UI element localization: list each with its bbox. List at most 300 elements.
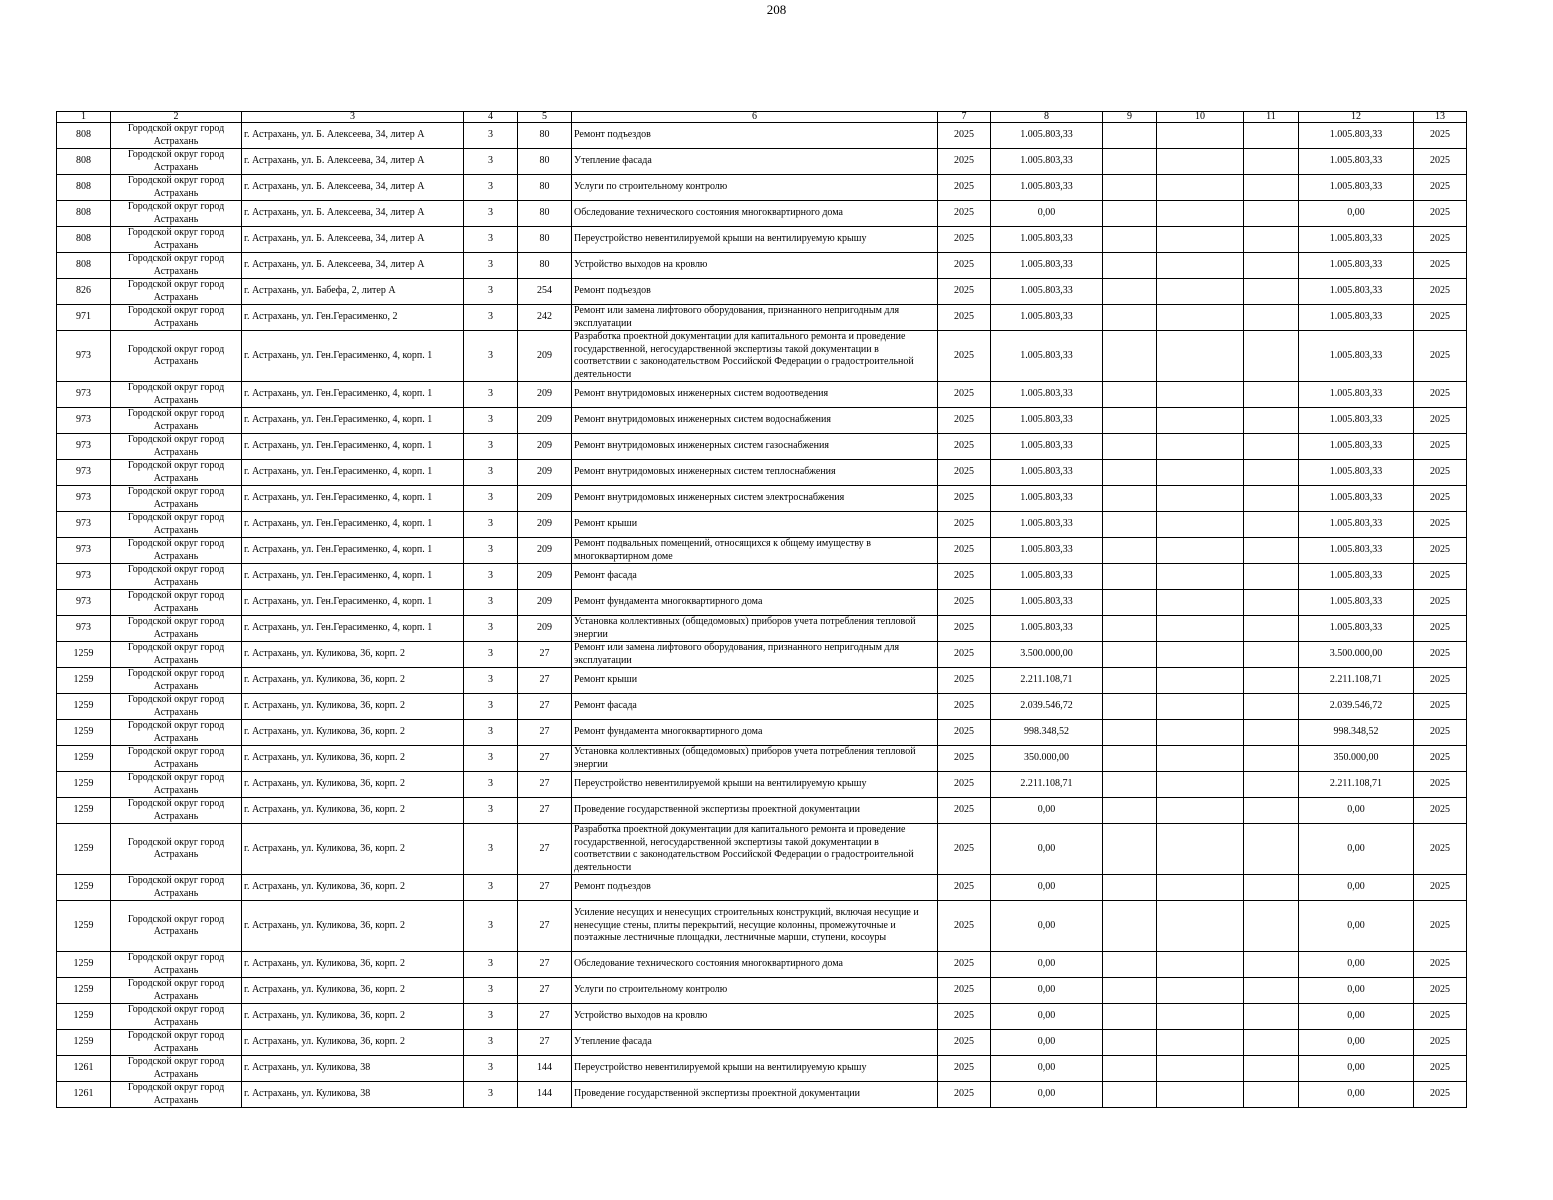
record-number-cell: 1259 (57, 875, 111, 901)
column-11-cell (1244, 564, 1299, 590)
column-5-cell: 27 (518, 798, 572, 824)
column-5-cell: 80 (518, 253, 572, 279)
cost-cell: 0,00 (991, 978, 1103, 1004)
column-9-cell (1103, 798, 1157, 824)
record-number-cell: 973 (57, 564, 111, 590)
column-9-cell (1103, 875, 1157, 901)
column-4-cell: 3 (464, 798, 518, 824)
column-10-cell (1157, 616, 1244, 642)
cost-cell: 1.005.803,33 (991, 331, 1103, 382)
year-cell: 2025 (938, 149, 991, 175)
regional-fund-cost-cell: 1.005.803,33 (1299, 227, 1414, 253)
column-4-cell: 3 (464, 331, 518, 382)
regional-fund-cost-cell: 1.005.803,33 (1299, 149, 1414, 175)
column-4-cell: 3 (464, 746, 518, 772)
completion-year-cell: 2025 (1414, 538, 1467, 564)
completion-year-cell: 2025 (1414, 279, 1467, 305)
regional-fund-cost-cell: 0,00 (1299, 201, 1414, 227)
column-5-cell: 209 (518, 590, 572, 616)
column-number: 12 (1299, 112, 1414, 123)
column-10-cell (1157, 642, 1244, 668)
column-4-cell: 3 (464, 875, 518, 901)
cost-cell: 1.005.803,33 (991, 408, 1103, 434)
municipality-cell: Городской округ город Астрахань (111, 824, 242, 875)
year-cell: 2025 (938, 1004, 991, 1030)
work-type-cell: Обследование технического состояния многоквартирного дома (572, 201, 938, 227)
completion-year-cell: 2025 (1414, 331, 1467, 382)
regional-fund-cost-cell: 2.211.108,71 (1299, 772, 1414, 798)
column-number: 10 (1157, 112, 1244, 123)
column-11-cell (1244, 668, 1299, 694)
table-row (57, 1004, 1467, 1030)
address-cell: г. Астрахань, ул. Куликова, 36, корп. 2 (242, 798, 464, 824)
column-11-cell (1244, 408, 1299, 434)
column-4-cell: 3 (464, 720, 518, 746)
address-cell: г. Астрахань, ул. Ген.Герасименко, 4, корп. 1 (242, 512, 464, 538)
cost-cell: 0,00 (991, 824, 1103, 875)
regional-fund-cost-cell: 0,00 (1299, 901, 1414, 952)
record-number-cell: 1259 (57, 952, 111, 978)
column-4-cell: 3 (464, 460, 518, 486)
column-5-cell: 209 (518, 408, 572, 434)
column-10-cell (1157, 460, 1244, 486)
work-type-cell: Проведение государственной экспертизы проектной документации (572, 1082, 938, 1108)
address-cell: г. Астрахань, ул. Б. Алексеева, 34, литер А (242, 201, 464, 227)
column-10-cell (1157, 1004, 1244, 1030)
address-cell: г. Астрахань, ул. Ген.Герасименко, 4, корп. 1 (242, 590, 464, 616)
column-11-cell (1244, 331, 1299, 382)
address-cell: г. Астрахань, ул. Б. Алексеева, 34, литер А (242, 227, 464, 253)
work-type-cell: Ремонт внутридомовых инженерных систем водоотведения (572, 382, 938, 408)
cost-cell: 0,00 (991, 875, 1103, 901)
table-row (57, 824, 1467, 875)
year-cell: 2025 (938, 331, 991, 382)
column-11-cell (1244, 123, 1299, 149)
address-cell: г. Астрахань, ул. Куликова, 36, корп. 2 (242, 642, 464, 668)
column-11-cell (1244, 590, 1299, 616)
year-cell: 2025 (938, 642, 991, 668)
column-10-cell (1157, 227, 1244, 253)
column-10-cell (1157, 978, 1244, 1004)
work-type-cell: Ремонт внутридомовых инженерных систем водоснабжения (572, 408, 938, 434)
record-number-cell: 1259 (57, 642, 111, 668)
address-cell: г. Астрахань, ул. Куликова, 36, корп. 2 (242, 668, 464, 694)
column-5-cell: 27 (518, 694, 572, 720)
year-cell: 2025 (938, 694, 991, 720)
column-10-cell (1157, 694, 1244, 720)
cost-cell: 1.005.803,33 (991, 486, 1103, 512)
year-cell: 2025 (938, 824, 991, 875)
cost-cell: 1.005.803,33 (991, 460, 1103, 486)
completion-year-cell: 2025 (1414, 175, 1467, 201)
municipality-cell: Городской округ город Астрахань (111, 175, 242, 201)
work-type-cell: Обследование технического состояния многоквартирного дома (572, 952, 938, 978)
column-9-cell (1103, 1082, 1157, 1108)
year-cell: 2025 (938, 408, 991, 434)
column-4-cell: 3 (464, 382, 518, 408)
column-5-cell: 27 (518, 642, 572, 668)
column-4-cell: 3 (464, 772, 518, 798)
column-number: 2 (111, 112, 242, 123)
regional-fund-cost-cell: 0,00 (1299, 1004, 1414, 1030)
completion-year-cell: 2025 (1414, 952, 1467, 978)
record-number-cell: 808 (57, 149, 111, 175)
address-cell: г. Астрахань, ул. Ген.Герасименко, 4, корп. 1 (242, 564, 464, 590)
year-cell: 2025 (938, 123, 991, 149)
regional-fund-cost-cell: 1.005.803,33 (1299, 486, 1414, 512)
column-5-cell: 27 (518, 772, 572, 798)
year-cell: 2025 (938, 616, 991, 642)
work-type-cell: Усиление несущих и ненесущих строительных конструкций, включая несущие и ненесущие стены, плиты перекрытий, несущие колонны, промежуточные и поэтажные лестничные площадки, лестничные марши, ступени, косоуры (572, 901, 938, 952)
record-number-cell: 1259 (57, 746, 111, 772)
column-9-cell (1103, 149, 1157, 175)
completion-year-cell: 2025 (1414, 227, 1467, 253)
column-9-cell (1103, 694, 1157, 720)
address-cell: г. Астрахань, ул. Ген.Герасименко, 4, корп. 1 (242, 460, 464, 486)
table-row (57, 720, 1467, 746)
column-number: 11 (1244, 112, 1299, 123)
work-type-cell: Ремонт подъездов (572, 123, 938, 149)
work-type-cell: Разработка проектной документации для капитального ремонта и проведение государственной, негосударственной экспертизы такой документации в соответствии с законодательством Российской Федерации о градостроительной деятельности (572, 824, 938, 875)
column-9-cell (1103, 824, 1157, 875)
municipality-cell: Городской округ город Астрахань (111, 616, 242, 642)
column-9-cell (1103, 590, 1157, 616)
regional-fund-cost-cell: 0,00 (1299, 1056, 1414, 1082)
regional-fund-cost-cell: 0,00 (1299, 1082, 1414, 1108)
year-cell: 2025 (938, 538, 991, 564)
column-5-cell: 209 (518, 616, 572, 642)
column-10-cell (1157, 175, 1244, 201)
cost-cell: 2.211.108,71 (991, 772, 1103, 798)
year-cell: 2025 (938, 875, 991, 901)
column-10-cell (1157, 253, 1244, 279)
column-10-cell (1157, 875, 1244, 901)
work-type-cell: Ремонт или замена лифтового оборудования, признанного непригодным для эксплуатации (572, 642, 938, 668)
regional-fund-cost-cell: 350.000,00 (1299, 746, 1414, 772)
column-5-cell: 209 (518, 331, 572, 382)
table-row (57, 227, 1467, 253)
regional-fund-cost-cell: 1.005.803,33 (1299, 408, 1414, 434)
column-4-cell: 3 (464, 590, 518, 616)
year-cell: 2025 (938, 1056, 991, 1082)
column-4-cell: 3 (464, 123, 518, 149)
regional-fund-cost-cell: 0,00 (1299, 978, 1414, 1004)
record-number-cell: 1261 (57, 1082, 111, 1108)
column-10-cell (1157, 538, 1244, 564)
cost-cell: 0,00 (991, 201, 1103, 227)
column-4-cell: 3 (464, 1056, 518, 1082)
year-cell: 2025 (938, 668, 991, 694)
program-table (56, 111, 1467, 1108)
column-4-cell: 3 (464, 616, 518, 642)
column-4-cell: 3 (464, 253, 518, 279)
completion-year-cell: 2025 (1414, 616, 1467, 642)
column-11-cell (1244, 616, 1299, 642)
municipality-cell: Городской округ город Астрахань (111, 798, 242, 824)
column-5-cell: 27 (518, 978, 572, 1004)
work-type-cell: Установка коллективных (общедомовых) приборов учета потребления тепловой энергии (572, 616, 938, 642)
table-row (57, 875, 1467, 901)
year-cell: 2025 (938, 486, 991, 512)
column-9-cell (1103, 538, 1157, 564)
record-number-cell: 973 (57, 408, 111, 434)
column-11-cell (1244, 538, 1299, 564)
column-number: 3 (242, 112, 464, 123)
record-number-cell: 973 (57, 331, 111, 382)
column-10-cell (1157, 668, 1244, 694)
table-row (57, 642, 1467, 668)
work-type-cell: Ремонт внутридомовых инженерных систем теплоснабжения (572, 460, 938, 486)
column-5-cell: 80 (518, 175, 572, 201)
year-cell: 2025 (938, 1030, 991, 1056)
completion-year-cell: 2025 (1414, 901, 1467, 952)
regional-fund-cost-cell: 1.005.803,33 (1299, 616, 1414, 642)
column-11-cell (1244, 694, 1299, 720)
column-9-cell (1103, 978, 1157, 1004)
regional-fund-cost-cell: 1.005.803,33 (1299, 434, 1414, 460)
column-5-cell: 80 (518, 201, 572, 227)
work-type-cell: Устройство выходов на кровлю (572, 253, 938, 279)
column-10-cell (1157, 486, 1244, 512)
completion-year-cell: 2025 (1414, 875, 1467, 901)
completion-year-cell: 2025 (1414, 460, 1467, 486)
table-row (57, 434, 1467, 460)
regional-fund-cost-cell: 0,00 (1299, 1030, 1414, 1056)
work-type-cell: Утепление фасада (572, 149, 938, 175)
regional-fund-cost-cell: 1.005.803,33 (1299, 382, 1414, 408)
cost-cell: 0,00 (991, 952, 1103, 978)
cost-cell: 2.039.546,72 (991, 694, 1103, 720)
table-row (57, 978, 1467, 1004)
column-5-cell: 27 (518, 875, 572, 901)
cost-cell: 0,00 (991, 1030, 1103, 1056)
address-cell: г. Астрахань, ул. Куликова, 36, корп. 2 (242, 824, 464, 875)
column-11-cell (1244, 824, 1299, 875)
completion-year-cell: 2025 (1414, 1030, 1467, 1056)
column-9-cell (1103, 952, 1157, 978)
column-5-cell: 209 (518, 434, 572, 460)
column-9-cell (1103, 1056, 1157, 1082)
column-11-cell (1244, 1056, 1299, 1082)
record-number-cell: 971 (57, 305, 111, 331)
completion-year-cell: 2025 (1414, 798, 1467, 824)
year-cell: 2025 (938, 253, 991, 279)
municipality-cell: Городской округ город Астрахань (111, 1056, 242, 1082)
column-4-cell: 3 (464, 1082, 518, 1108)
column-10-cell (1157, 720, 1244, 746)
municipality-cell: Городской округ город Астрахань (111, 952, 242, 978)
column-11-cell (1244, 978, 1299, 1004)
column-4-cell: 3 (464, 952, 518, 978)
cost-cell: 998.348,52 (991, 720, 1103, 746)
address-cell: г. Астрахань, ул. Ген.Герасименко, 4, корп. 1 (242, 434, 464, 460)
table-row (57, 253, 1467, 279)
column-10-cell (1157, 798, 1244, 824)
table-row (57, 175, 1467, 201)
table-row (57, 305, 1467, 331)
column-4-cell: 3 (464, 305, 518, 331)
column-5-cell: 27 (518, 668, 572, 694)
column-5-cell: 27 (518, 824, 572, 875)
regional-fund-cost-cell: 1.005.803,33 (1299, 331, 1414, 382)
column-9-cell (1103, 279, 1157, 305)
cost-cell: 0,00 (991, 798, 1103, 824)
year-cell: 2025 (938, 512, 991, 538)
column-11-cell (1244, 149, 1299, 175)
work-type-cell: Устройство выходов на кровлю (572, 1004, 938, 1030)
regional-fund-cost-cell: 0,00 (1299, 824, 1414, 875)
record-number-cell: 1259 (57, 694, 111, 720)
column-5-cell: 209 (518, 460, 572, 486)
record-number-cell: 1259 (57, 978, 111, 1004)
table-row (57, 408, 1467, 434)
column-9-cell (1103, 331, 1157, 382)
column-number: 7 (938, 112, 991, 123)
cost-cell: 1.005.803,33 (991, 512, 1103, 538)
municipality-cell: Городской округ город Астрахань (111, 434, 242, 460)
cost-cell: 1.005.803,33 (991, 227, 1103, 253)
record-number-cell: 808 (57, 201, 111, 227)
column-11-cell (1244, 720, 1299, 746)
address-cell: г. Астрахань, ул. Куликова, 36, корп. 2 (242, 952, 464, 978)
page-number: 208 (766, 2, 787, 17)
column-9-cell (1103, 668, 1157, 694)
municipality-cell: Городской округ город Астрахань (111, 512, 242, 538)
record-number-cell: 1259 (57, 901, 111, 952)
table-row (57, 382, 1467, 408)
address-cell: г. Астрахань, ул. Куликова, 36, корп. 2 (242, 1004, 464, 1030)
municipality-cell: Городской округ город Астрахань (111, 1082, 242, 1108)
column-4-cell: 3 (464, 512, 518, 538)
work-type-cell: Разработка проектной документации для капитального ремонта и проведение государственной, негосударственной экспертизы такой документации в соответствии с законодательством Российской Федерации о градостроительной деятельности (572, 331, 938, 382)
column-number: 9 (1103, 112, 1157, 123)
cost-cell: 350.000,00 (991, 746, 1103, 772)
column-9-cell (1103, 746, 1157, 772)
column-4-cell: 3 (464, 1030, 518, 1056)
column-10-cell (1157, 1030, 1244, 1056)
completion-year-cell: 2025 (1414, 305, 1467, 331)
regional-fund-cost-cell: 2.211.108,71 (1299, 668, 1414, 694)
column-4-cell: 3 (464, 564, 518, 590)
completion-year-cell: 2025 (1414, 824, 1467, 875)
address-cell: г. Астрахань, ул. Ген.Герасименко, 2 (242, 305, 464, 331)
work-type-cell: Утепление фасада (572, 1030, 938, 1056)
column-number: 13 (1414, 112, 1467, 123)
column-4-cell: 3 (464, 201, 518, 227)
year-cell: 2025 (938, 564, 991, 590)
municipality-cell: Городской округ город Астрахань (111, 772, 242, 798)
work-type-cell: Ремонт или замена лифтового оборудования, признанного непригодным для эксплуатации (572, 305, 938, 331)
municipality-cell: Городской округ город Астрахань (111, 123, 242, 149)
record-number-cell: 1259 (57, 1030, 111, 1056)
column-9-cell (1103, 1030, 1157, 1056)
year-cell: 2025 (938, 434, 991, 460)
regional-fund-cost-cell: 1.005.803,33 (1299, 512, 1414, 538)
column-9-cell (1103, 772, 1157, 798)
table-row (57, 590, 1467, 616)
column-5-cell: 209 (518, 486, 572, 512)
column-4-cell: 3 (464, 149, 518, 175)
completion-year-cell: 2025 (1414, 1056, 1467, 1082)
cost-cell: 2.211.108,71 (991, 668, 1103, 694)
column-9-cell (1103, 1004, 1157, 1030)
regional-fund-cost-cell: 3.500.000,00 (1299, 642, 1414, 668)
municipality-cell: Городской округ город Астрахань (111, 1004, 242, 1030)
cost-cell: 1.005.803,33 (991, 590, 1103, 616)
column-4-cell: 3 (464, 175, 518, 201)
year-cell: 2025 (938, 227, 991, 253)
column-4-cell: 3 (464, 486, 518, 512)
completion-year-cell: 2025 (1414, 1004, 1467, 1030)
column-5-cell: 209 (518, 564, 572, 590)
address-cell: г. Астрахань, ул. Бабефа, 2, литер А (242, 279, 464, 305)
municipality-cell: Городской округ город Астрахань (111, 149, 242, 175)
record-number-cell: 1259 (57, 668, 111, 694)
completion-year-cell: 2025 (1414, 668, 1467, 694)
address-cell: г. Астрахань, ул. Б. Алексеева, 34, литер А (242, 149, 464, 175)
address-cell: г. Астрахань, ул. Ген.Герасименко, 4, корп. 1 (242, 331, 464, 382)
table-row (57, 1082, 1467, 1108)
column-9-cell (1103, 512, 1157, 538)
column-11-cell (1244, 1082, 1299, 1108)
work-type-cell: Переустройство невентилируемой крыши на вентилируемую крышу (572, 227, 938, 253)
table-row (57, 331, 1467, 382)
year-cell: 2025 (938, 798, 991, 824)
work-type-cell: Ремонт подъездов (572, 875, 938, 901)
cost-cell: 0,00 (991, 901, 1103, 952)
column-4-cell: 3 (464, 978, 518, 1004)
completion-year-cell: 2025 (1414, 590, 1467, 616)
column-10-cell (1157, 746, 1244, 772)
regional-fund-cost-cell: 0,00 (1299, 798, 1414, 824)
table-row (57, 512, 1467, 538)
table-row (57, 901, 1467, 952)
table-row (57, 564, 1467, 590)
address-cell: г. Астрахань, ул. Куликова, 36, корп. 2 (242, 978, 464, 1004)
column-9-cell (1103, 720, 1157, 746)
column-10-cell (1157, 1082, 1244, 1108)
municipality-cell: Городской округ город Астрахань (111, 668, 242, 694)
municipality-cell: Городской округ город Астрахань (111, 875, 242, 901)
work-type-cell: Ремонт фундамента многоквартирного дома (572, 590, 938, 616)
completion-year-cell: 2025 (1414, 149, 1467, 175)
completion-year-cell: 2025 (1414, 408, 1467, 434)
column-9-cell (1103, 227, 1157, 253)
column-10-cell (1157, 512, 1244, 538)
completion-year-cell: 2025 (1414, 1082, 1467, 1108)
cost-cell: 0,00 (991, 1082, 1103, 1108)
column-5-cell: 27 (518, 901, 572, 952)
address-cell: г. Астрахань, ул. Куликова, 38 (242, 1082, 464, 1108)
record-number-cell: 808 (57, 123, 111, 149)
column-10-cell (1157, 772, 1244, 798)
municipality-cell: Городской округ город Астрахань (111, 642, 242, 668)
cost-cell: 1.005.803,33 (991, 123, 1103, 149)
column-5-cell: 209 (518, 512, 572, 538)
municipality-cell: Городской округ город Астрахань (111, 746, 242, 772)
column-10-cell (1157, 901, 1244, 952)
column-10-cell (1157, 952, 1244, 978)
record-number-cell: 1259 (57, 1004, 111, 1030)
column-5-cell: 27 (518, 746, 572, 772)
municipality-cell: Городской округ город Астрахань (111, 305, 242, 331)
column-5-cell: 27 (518, 952, 572, 978)
column-4-cell: 3 (464, 824, 518, 875)
column-9-cell (1103, 901, 1157, 952)
year-cell: 2025 (938, 305, 991, 331)
regional-fund-cost-cell: 1.005.803,33 (1299, 123, 1414, 149)
regional-fund-cost-cell: 1.005.803,33 (1299, 460, 1414, 486)
